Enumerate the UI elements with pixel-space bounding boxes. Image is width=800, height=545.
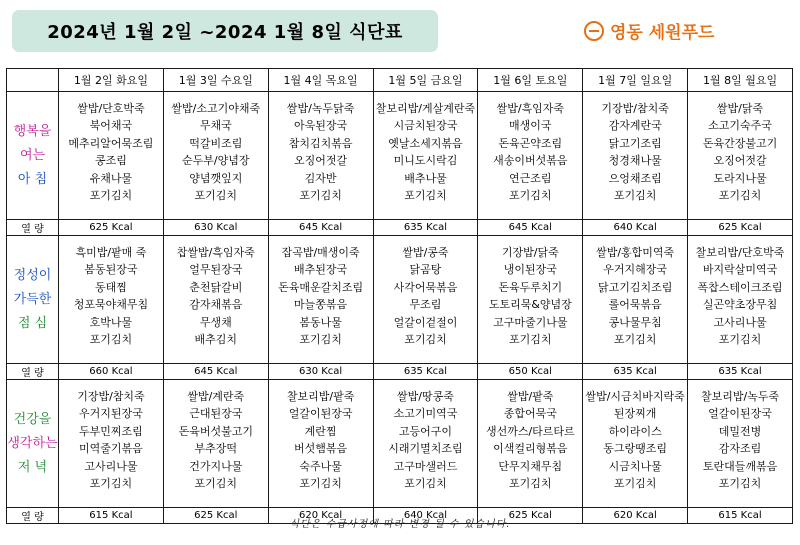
breakfast-menu-row — [7, 92, 793, 220]
menu-item: 마늘쫑볶음 — [294, 298, 348, 312]
menu-item: 고구마줄기나물 — [493, 315, 568, 329]
menu-item: 포기김치 — [89, 333, 133, 347]
menu-item: 포기김치 — [404, 477, 447, 491]
menu-item: 쌀밥/닭죽 — [716, 102, 764, 115]
menu-item: 포기김치 — [404, 333, 447, 347]
kcal-value: 620 Kcal — [583, 508, 688, 524]
menu-item: 쌀밥/흑임자죽 — [496, 102, 565, 115]
menu-item: 하이라이스 — [608, 424, 662, 438]
menu-item: 데밀전병 — [718, 424, 762, 438]
menu-item: 부추장떡 — [194, 442, 238, 456]
menu-item: 포기김치 — [613, 189, 657, 203]
menu-cell — [583, 236, 688, 364]
menu-item: 고구마샐러드 — [393, 459, 458, 473]
meal-label-line: 생각하는 — [7, 435, 58, 451]
menu-item: 소고기미역국 — [393, 407, 458, 421]
menu-item: 쌀밥/소고기야채죽 — [171, 102, 261, 115]
menu-item: 북어채국 — [89, 119, 133, 133]
menu-item: 도토리묵&양념장 — [488, 298, 572, 312]
menu-item: 포기김치 — [509, 189, 552, 203]
kcal-value: 625 Kcal — [688, 220, 793, 236]
menu-item: 얼무된장국 — [189, 263, 243, 277]
menu-item: 고사리나물 — [84, 459, 138, 473]
day-header-row — [7, 69, 793, 92]
menu-item: 이색컬리형볶음 — [493, 442, 568, 456]
day-header: 1월 5일 금요일 — [373, 69, 478, 92]
day-header: 1월 3일 수요일 — [163, 69, 268, 92]
breakfast-label — [7, 92, 59, 220]
menu-cell — [59, 236, 164, 364]
menu-item: 오징어젓갈 — [713, 154, 767, 168]
kcal-label: 열 량 — [7, 220, 59, 236]
menu-item: 된장찌개 — [613, 407, 657, 421]
menu-item: 돈육간장불고기 — [702, 136, 778, 150]
menu-item: 청경채나물 — [608, 154, 662, 168]
menu-cell — [268, 236, 373, 364]
menu-item: 무채국 — [199, 119, 232, 133]
menu-item: 토란대들깨볶음 — [702, 459, 778, 473]
menu-cell — [59, 380, 164, 508]
meal-label-line: 여는 — [19, 147, 46, 163]
menu-item: 흑미밥/팥매 죽 — [75, 246, 147, 259]
kcal-value: 660 Kcal — [59, 364, 164, 380]
menu-item: 찰보리밥/팥죽 — [286, 390, 355, 403]
meal-label-line: 가득한 — [13, 291, 52, 307]
kcal-value: 615 Kcal — [688, 508, 793, 524]
menu-item: 쌀밥/단호박죽 — [77, 102, 145, 115]
menu-item: 닭고기김치조림 — [597, 280, 673, 294]
menu-item: 청포묵야채무침 — [73, 298, 149, 312]
meal-label-line: 행복을 — [13, 123, 52, 139]
menu-item: 아욱된장국 — [294, 119, 348, 133]
menu-item: 도라지나물 — [713, 171, 767, 185]
menu-item: 쌀밥/홍합미역죽 — [596, 246, 675, 259]
meal-label-line: 아 침 — [17, 171, 48, 187]
menu-item: 두부민찌조림 — [79, 424, 143, 438]
menu-item: 찰보리밥/단호박죽 — [695, 246, 785, 259]
menu-item: 동태찜 — [94, 280, 127, 294]
menu-item: 닭고기조림 — [608, 136, 662, 150]
menu-item: 감자조림 — [718, 442, 762, 456]
menu-item: 찰보리밥/게살계란죽 — [375, 102, 476, 115]
menu-cell — [59, 92, 164, 220]
menu-item: 돈육매운갈치조림 — [278, 280, 364, 294]
kcal-value: 635 Kcal — [373, 220, 478, 236]
kcal-value: 615 Kcal — [59, 508, 164, 524]
menu-title: 2024년 1월 2일 ~2024 1월 8일 식단표 — [12, 10, 438, 52]
menu-item: 감자채볶음 — [189, 298, 243, 312]
day-header: 1월 7일 일요일 — [583, 69, 688, 92]
kcal-value: 645 Kcal — [478, 220, 583, 236]
kcal-value: 625 Kcal — [59, 220, 164, 236]
menu-item: 포기김치 — [718, 333, 762, 347]
menu-cell — [268, 92, 373, 220]
menu-item: 콩조림 — [94, 154, 127, 168]
menu-item: 냉이된장국 — [503, 263, 557, 277]
menu-item: 유채나물 — [89, 171, 133, 185]
menu-item: 찹쌀밥/흑임자죽 — [176, 246, 255, 259]
header-corner — [7, 69, 59, 92]
menu-item: 닭곰탕 — [409, 263, 442, 277]
menu-item: 감자계란국 — [608, 119, 662, 133]
menu-item: 시래기멸치조림 — [388, 442, 463, 456]
meal-label-line: 저 녁 — [17, 459, 48, 475]
menu-item: 포기김치 — [299, 477, 342, 491]
menu-item: 기장밥/참치죽 — [601, 102, 669, 115]
brand-logo-icon — [584, 21, 604, 41]
menu-item: 쌀밥/녹두닭죽 — [286, 102, 355, 115]
day-header: 1월 2일 화요일 — [59, 69, 164, 92]
menu-item: 롤어묵볶음 — [608, 298, 662, 312]
weekly-menu-table — [6, 68, 793, 524]
menu-item: 기장밥/참치죽 — [77, 390, 145, 403]
menu-item: 새송이버섯볶음 — [493, 154, 568, 168]
menu-item: 고등어구이 — [398, 424, 453, 438]
lunch-menu-row — [7, 236, 793, 364]
dinner-menu-row — [7, 380, 793, 508]
menu-item: 얼갈이된장국 — [288, 407, 353, 421]
kcal-value: 650 Kcal — [478, 364, 583, 380]
menu-item: 배추나물 — [404, 171, 447, 185]
kcal-value: 640 Kcal — [373, 508, 478, 524]
kcal-value: 635 Kcal — [373, 364, 478, 380]
kcal-value: 635 Kcal — [583, 364, 688, 380]
menu-item: 돈육곤약조림 — [498, 136, 563, 150]
kcal-value: 645 Kcal — [163, 364, 268, 380]
menu-item: 봄동된장국 — [84, 263, 138, 277]
menu-item: 옛날소세지볶음 — [388, 136, 463, 150]
menu-item: 쌀밥/땅콩죽 — [397, 390, 454, 403]
menu-item: 오징어젓갈 — [294, 154, 348, 168]
menu-item: 포기김치 — [89, 189, 133, 203]
menu-item: 우거지된장국 — [79, 407, 143, 421]
menu-item: 연근조림 — [509, 171, 552, 185]
menu-item: 쌀밥/콩죽 — [402, 246, 449, 259]
menu-cell — [268, 380, 373, 508]
menu-cell — [583, 380, 688, 508]
menu-item: 포기김치 — [299, 189, 342, 203]
menu-item: 봄동나물 — [299, 315, 342, 329]
menu-item: 시금치된장국 — [393, 119, 458, 133]
menu-item: 순두부/양념장 — [182, 154, 250, 168]
menu-item: 잡곡밥/매생이죽 — [281, 246, 360, 259]
menu-item: 포기김치 — [718, 189, 762, 203]
menu-item: 사각어묵볶음 — [393, 280, 458, 294]
menu-item: 소고기숙주국 — [708, 119, 772, 133]
meal-label-line: 정성이 — [13, 267, 52, 283]
menu-item: 돈육두루치기 — [498, 280, 563, 294]
kcal-value: 630 Kcal — [268, 364, 373, 380]
day-header: 1월 8일 월요일 — [688, 69, 793, 92]
menu-item: 시금치나물 — [608, 459, 662, 473]
meal-label-line: 건강을 — [13, 411, 52, 427]
menu-item: 단무지채무침 — [498, 459, 563, 473]
menu-item: 포기김치 — [509, 333, 552, 347]
menu-cell — [688, 380, 793, 508]
menu-item: 으엉채조림 — [608, 171, 662, 185]
kcal-value: 620 Kcal — [268, 508, 373, 524]
menu-item: 호박나물 — [89, 315, 133, 329]
footer-note: 식단은 수급사정에 따라 변경 될 수 있습니다. — [289, 519, 511, 530]
menu-item: 건가지나물 — [189, 459, 243, 473]
menu-item: 메추리알어묵조림 — [68, 136, 154, 150]
menu-item: 실곤약초장무침 — [702, 298, 778, 312]
menu-item: 쌀밥/시금치바지락죽 — [585, 390, 685, 403]
menu-item: 고사리나물 — [713, 315, 767, 329]
brand-name: 영동 세원푸드 — [610, 23, 715, 43]
menu-item: 동그랑땡조림 — [603, 442, 668, 456]
menu-item: 떡갈비조림 — [189, 136, 243, 150]
menu-item: 기장밥/닭죽 — [501, 246, 559, 259]
menu-item: 참치김치볶음 — [288, 136, 353, 150]
menu-cell — [478, 380, 583, 508]
day-header: 1월 4일 목요일 — [268, 69, 373, 92]
day-header: 1월 6일 토요일 — [478, 69, 583, 92]
kcal-value: 625 Kcal — [163, 508, 268, 524]
menu-item: 콩나물무침 — [608, 315, 662, 329]
menu-item: 포기김치 — [89, 477, 133, 491]
menu-item: 쌀밥/팥죽 — [507, 390, 554, 403]
menu-item: 숙주나물 — [299, 459, 342, 473]
menu-item: 무조림 — [409, 298, 442, 312]
menu-item: 계란찜 — [304, 424, 337, 438]
menu-item: 바지락살미역국 — [702, 263, 778, 277]
menu-cell — [478, 92, 583, 220]
menu-item: 얼갈이된장국 — [708, 407, 772, 421]
menu-cell — [163, 92, 268, 220]
menu-item: 근대된장국 — [189, 407, 243, 421]
kcal-value: 630 Kcal — [163, 220, 268, 236]
menu-item: 미니도시락김 — [393, 154, 458, 168]
menu-cell — [373, 236, 478, 364]
menu-item: 춘천닭갈비 — [189, 280, 243, 294]
meal-label-line: 점 심 — [17, 315, 48, 331]
menu-item: 포기김치 — [194, 189, 238, 203]
menu-item: 양념깻잎지 — [189, 171, 243, 185]
menu-cell — [373, 380, 478, 508]
menu-item: 버섯햄볶음 — [294, 442, 348, 456]
menu-item: 포기김치 — [404, 189, 447, 203]
menu-item: 얼갈이겉절이 — [393, 315, 458, 329]
menu-item: 포기김치 — [509, 477, 552, 491]
menu-item: 쌀밥/계란죽 — [187, 390, 245, 403]
kcal-label: 열 량 — [7, 508, 59, 524]
brand-logo-group — [584, 18, 714, 43]
menu-cell — [373, 92, 478, 220]
menu-item: 돈육버섯불고기 — [178, 424, 253, 438]
menu-cell — [163, 236, 268, 364]
menu-item: 포기김치 — [718, 477, 762, 491]
kcal-value: 640 Kcal — [583, 220, 688, 236]
kcal-value: 645 Kcal — [268, 220, 373, 236]
menu-item: 폭찹스테이크조림 — [697, 280, 783, 294]
menu-cell — [478, 236, 583, 364]
menu-item: 포기김치 — [299, 333, 342, 347]
menu-item: 무생채 — [199, 315, 232, 329]
lunch-kcal-row — [7, 364, 793, 380]
menu-cell — [688, 92, 793, 220]
menu-cell — [688, 236, 793, 364]
menu-item: 김자반 — [304, 171, 337, 185]
kcal-label: 열 량 — [7, 364, 59, 380]
menu-cell — [163, 380, 268, 508]
menu-item: 미역줄기볶음 — [79, 442, 143, 456]
menu-item: 찰보리밥/녹두죽 — [700, 390, 780, 403]
menu-item: 매생이국 — [509, 119, 552, 133]
menu-item: 우거지해장국 — [603, 263, 668, 277]
menu-cell — [583, 92, 688, 220]
lunch-label — [7, 236, 59, 364]
menu-item: 종합어묵국 — [503, 407, 557, 421]
menu-item: 포기김치 — [613, 477, 657, 491]
menu-item: 포기김치 — [194, 477, 238, 491]
dinner-label — [7, 380, 59, 508]
menu-item: 배추된장국 — [294, 263, 348, 277]
menu-item: 포기김치 — [613, 333, 657, 347]
kcal-value: 635 Kcal — [688, 364, 793, 380]
breakfast-kcal-row — [7, 220, 793, 236]
menu-item: 배추김치 — [194, 333, 238, 347]
kcal-value: 625 Kcal — [478, 508, 583, 524]
menu-item: 생선까스/타르타르 — [485, 424, 575, 438]
